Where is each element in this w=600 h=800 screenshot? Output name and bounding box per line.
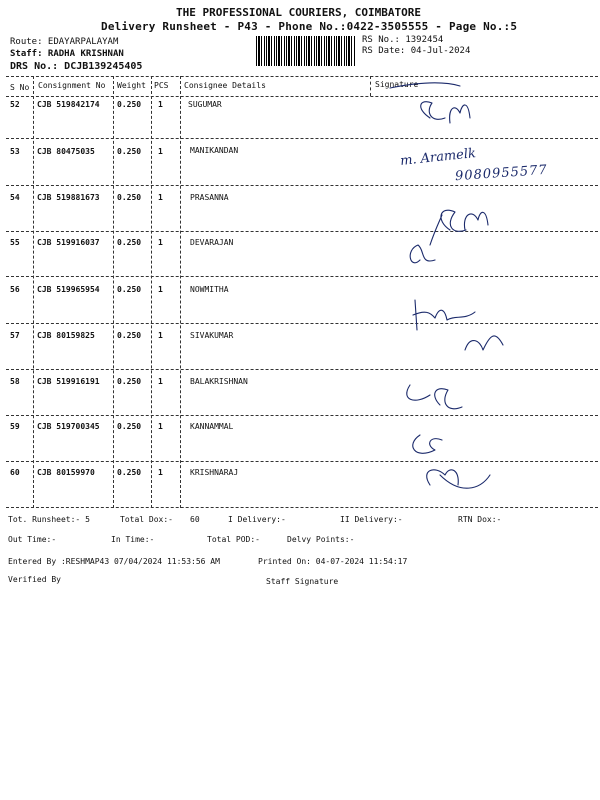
printed-on: Printed On: 04-07-2024 11:54:17 xyxy=(258,557,408,566)
signature-scribble xyxy=(380,190,580,280)
row-sno: 56 xyxy=(10,285,20,294)
row-consignee: NOWMITHA xyxy=(190,285,229,294)
row-pcs: 1 xyxy=(158,377,163,386)
row-consignee: SUGUMAR xyxy=(188,100,222,109)
col-header-signature: Signature xyxy=(375,80,419,89)
row-weight: 0.250 xyxy=(117,377,142,386)
row-weight: 0.250 xyxy=(117,422,142,431)
row-weight: 0.250 xyxy=(117,238,142,247)
total-dox-value: 60 xyxy=(190,515,200,524)
row-weight: 0.250 xyxy=(117,331,142,340)
row-consignment: CJB 519881673 xyxy=(37,193,100,202)
row-weight: 0.250 xyxy=(117,285,142,294)
row-weight: 0.250 xyxy=(117,147,142,156)
route-label: Route: EDAYARPALAYAM xyxy=(10,37,119,47)
row-pcs: 1 xyxy=(158,422,163,431)
entered-by: Entered By :RESHMAP43 07/04/2024 11:53:56 AM xyxy=(8,557,220,566)
row-consignment: CJB 519965954 xyxy=(37,285,100,294)
col-header-consignment: Consignment No xyxy=(38,81,106,90)
row-consignee: KANNAMMAL xyxy=(190,422,234,431)
table-top-rule xyxy=(6,76,598,77)
row-pcs: 1 xyxy=(158,100,163,109)
row-sno: 60 xyxy=(10,468,20,477)
row-consignment: CJB 519700345 xyxy=(37,422,100,431)
signature-scribble xyxy=(370,78,570,138)
total-pod: Total POD:- xyxy=(207,535,260,544)
row-consignee: MANIKANDAN xyxy=(190,146,239,155)
ii-delivery: II Delivery:- xyxy=(340,515,403,524)
row-weight: 0.250 xyxy=(117,468,142,477)
row-pcs: 1 xyxy=(158,147,163,156)
row-consignment: CJB 519916191 xyxy=(37,377,100,386)
row-sno: 52 xyxy=(10,100,20,109)
verified-by: Verified By xyxy=(8,575,61,584)
row-separator xyxy=(6,138,598,139)
out-time: Out Time:- xyxy=(8,535,57,544)
row-consignee: PRASANNA xyxy=(190,193,229,202)
rtn-dox: RTN Dox:- xyxy=(458,515,502,524)
col-header-weight: Weight xyxy=(117,81,146,90)
col-header-pcs: PCS xyxy=(154,81,169,90)
row-pcs: 1 xyxy=(158,238,163,247)
row-consignment: CJB 519916037 xyxy=(37,238,100,247)
row-weight: 0.250 xyxy=(117,100,142,109)
barcode xyxy=(256,36,356,66)
row-consignee: KRISHNARAJ xyxy=(190,468,239,477)
signature-scribble xyxy=(385,290,545,370)
signature-scribble xyxy=(380,375,560,515)
drs-number: DRS No.: DCJB139245405 xyxy=(10,61,143,72)
row-sno: 53 xyxy=(10,147,20,156)
row-sno: 55 xyxy=(10,238,20,247)
row-consignment: CJB 80159970 xyxy=(37,468,95,477)
delvy-points: Delvy Points:- xyxy=(287,535,355,544)
row-consignee: BALAKRISHNAN xyxy=(190,377,248,386)
row-pcs: 1 xyxy=(158,331,163,340)
staff-label: Staff: RADHA KRISHNAN xyxy=(10,49,124,59)
row-consignment: CJB 80475035 xyxy=(37,147,95,156)
row-consignee: SIVAKUMAR xyxy=(190,331,234,340)
tot-runsheet: Tot. Runsheet:- 5 xyxy=(8,515,90,524)
row-sno: 57 xyxy=(10,331,20,340)
row-sno: 59 xyxy=(10,422,20,431)
row-sno: 54 xyxy=(10,193,20,202)
rs-date: RS Date: 04-Jul-2024 xyxy=(362,46,471,56)
row-pcs: 1 xyxy=(158,285,163,294)
handwritten-phone: 9080955577 xyxy=(454,162,549,185)
row-pcs: 1 xyxy=(158,468,163,477)
i-delivery: I Delivery:- xyxy=(228,515,286,524)
runsheet-subtitle: Delivery Runsheet - P43 - Phone No.:0422-3505555 - Page No.:5 xyxy=(101,20,518,33)
in-time: In Time:- xyxy=(111,535,155,544)
handwritten-name: m. Aramelk xyxy=(399,146,477,169)
col-header-sno: S No xyxy=(10,83,30,92)
row-weight: 0.250 xyxy=(117,193,142,202)
row-consignment: CJB 80159825 xyxy=(37,331,95,340)
company-name: THE PROFESSIONAL COURIERS, COIMBATORE xyxy=(176,6,422,19)
row-consignee: DEVARAJAN xyxy=(190,238,234,247)
rs-number: RS No.: 1392454 xyxy=(362,35,444,45)
row-pcs: 1 xyxy=(158,193,163,202)
row-sno: 58 xyxy=(10,377,20,386)
row-separator xyxy=(6,185,598,186)
total-dox-label: Total Dox:- xyxy=(120,515,173,524)
col-header-consignee: Consignee Details xyxy=(184,81,266,90)
staff-signature: Staff Signature xyxy=(266,577,339,586)
row-consignment: CJB 519842174 xyxy=(37,100,100,109)
